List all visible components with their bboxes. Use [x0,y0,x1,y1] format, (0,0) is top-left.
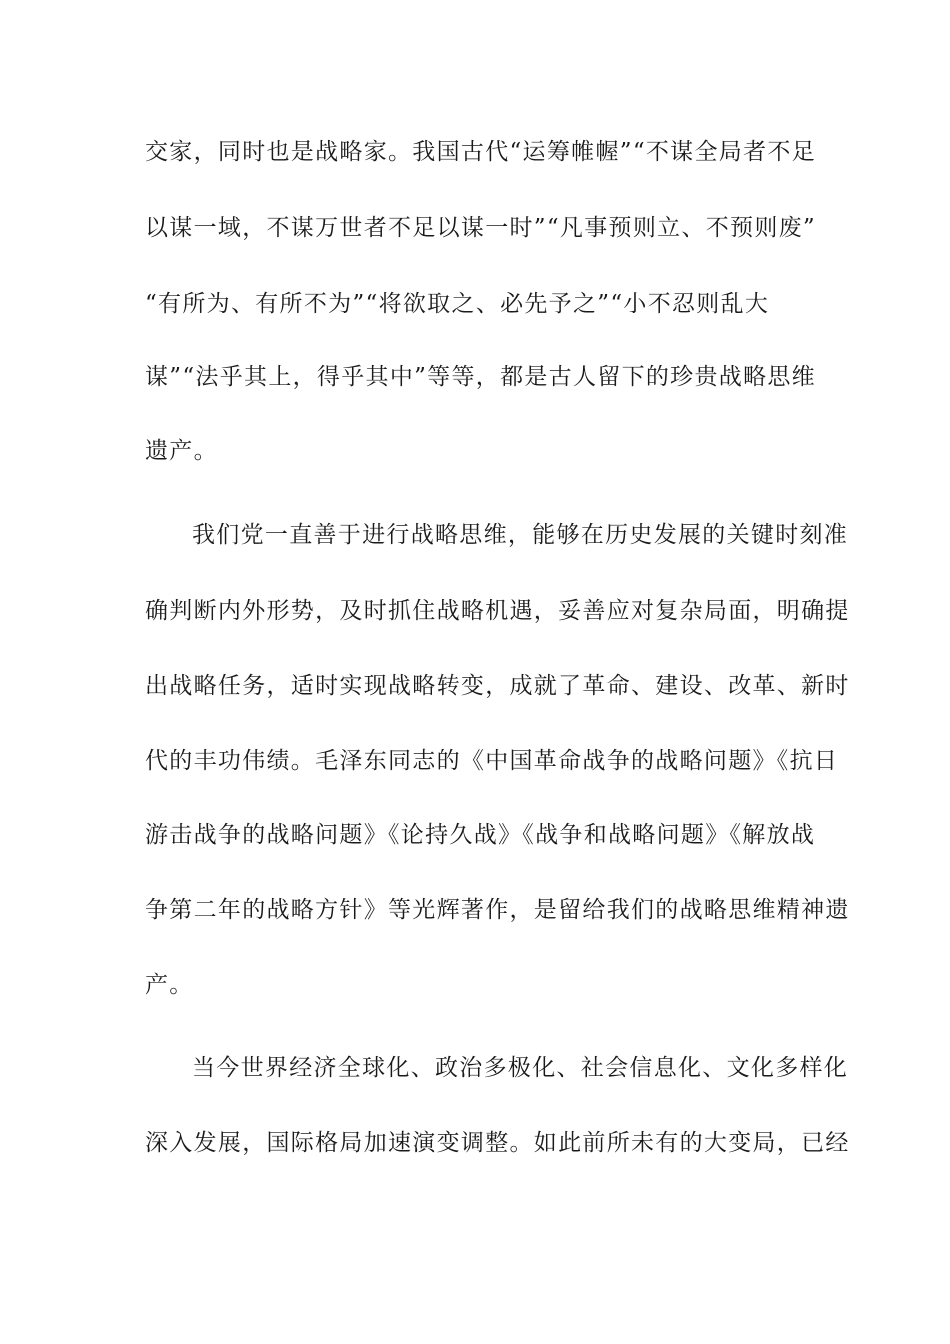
paragraph-line: 争第二年的战略方针》等光辉著作，是留给我们的战略思维精神遗 [145,897,850,923]
paragraph-line: 确判断内外形势，及时抓住战略机遇，妥善应对复杂局面，明确提 [145,598,850,624]
paragraph-line: 谋”“法乎其上，得乎其中”等等，都是古人留下的珍贵战略思维 [145,364,816,390]
paragraph-line: 当今世界经济全球化、政治多极化、社会信息化、文化多样化 [192,1055,849,1081]
paragraph-line: “有所为、有所不为”“将欲取之、必先予之”“小不忍则乱大 [145,291,770,317]
paragraph-line: 代的丰功伟绩。毛泽东同志的《中国革命战争的战略问题》《抗日 [145,748,839,774]
paragraph-line: 深入发展，国际格局加速演变调整。如此前所未有的大变局，已经 [145,1130,850,1156]
paragraph-line: 交家，同时也是战略家。我国古代“运筹帷幄”“不谋全局者不足 [145,139,816,165]
paragraph-line: 我们党一直善于进行战略思维，能够在历史发展的关键时刻准 [192,522,849,548]
paragraph-line: 游击战争的战略问题》《论持久战》《战争和战略问题》《解放战 [145,822,816,848]
paragraph-line: 以谋一域，不谋万世者不足以谋一时”“凡事预则立、不预则废” [145,215,816,241]
paragraph-line: 产。 [145,972,194,998]
paragraph-line: 出战略任务，适时实现战略转变，成就了革命、建设、改革、新时 [145,673,850,699]
paragraph-line: 遗产。 [145,438,218,464]
